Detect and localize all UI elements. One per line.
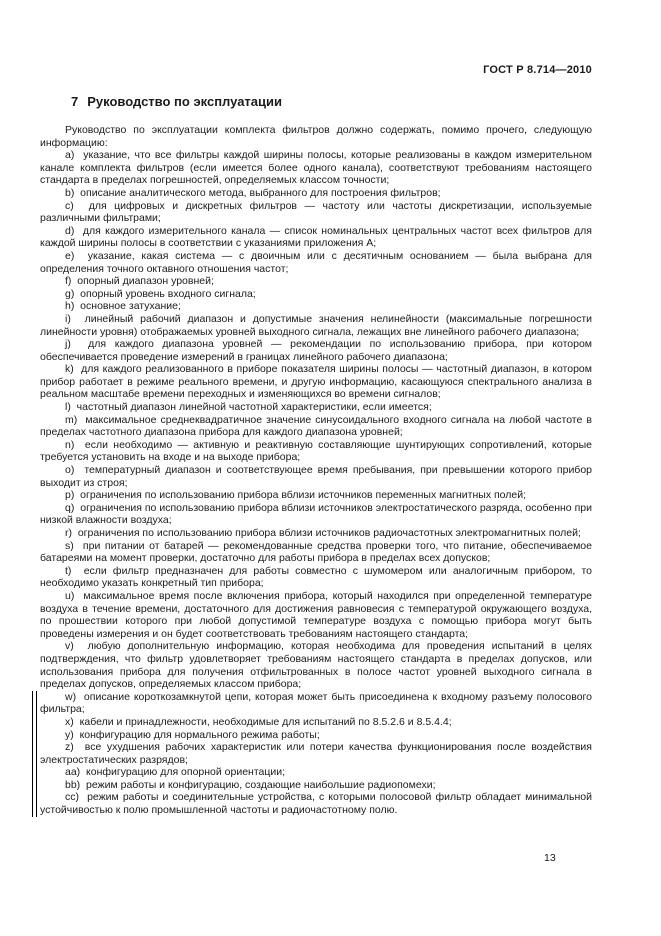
item-label: z) [65,741,74,754]
list-item-h [40,300,592,313]
list-item-e [40,250,592,275]
item-text: при питании от батарей — рекомендованные средства проверки того, что питание, обеспечиваемое батареями на момент проверки, достаточно для работы прибора в пределах всех допусков; [40,539,592,565]
list-item-f [40,275,592,288]
section-heading [40,94,592,109]
item-label: w) [65,690,77,703]
item-text: режим работы и соединительные устройства, с которыми полосовой фильтр обладает минимальной устойчивостью к полю промышленной частоты и радиочастотному полю. [40,791,592,817]
item-text: линейный рабочий диапазон и допустимые значения нелинейности (максимальные погрешности линейности уровня) отображаемых уровней выходного сигнала, лежащих вне линейного рабочего диапазона; [40,312,592,338]
item-text: опорный диапазон уровней; [71,275,214,288]
list-item-z [40,741,592,766]
list-item-g [40,288,592,301]
page-number: 13 [544,852,556,864]
list-item-t [40,565,592,590]
item-label: g) [65,287,75,300]
list-item-k [40,363,592,401]
list-item-j [40,338,592,363]
item-text: указание, какая система — с двоичным или с десятичным основанием — была выбрана для определения точного октавного отношения частот; [40,249,592,275]
list-item-a [40,149,592,187]
list-item-u [40,590,592,640]
list-item-b [40,187,592,200]
item-label: f) [65,275,72,288]
item-text: если фильтр предназначен для работы совместно с шумомером или аналогичным прибором, то необходимо указать конкретный тип прибора; [40,564,592,590]
list-item-n [40,439,592,464]
item-text: опорный уровень входного сигнала; [74,287,256,300]
item-label: aa) [65,766,81,779]
list-item-o [40,464,592,489]
item-text: для каждого измерительного канала — список номинальных центральных частот всех фильтров для каждой ширины полосы в соответствии с указаниями приложения А; [40,224,592,250]
list-item-q [40,502,592,527]
item-text: кабели и принадлежности, необходимые для испытаний по 8.5.2.6 и 8.5.4.4; [73,715,452,728]
item-text: основное затухание; [74,300,181,313]
item-label: e) [65,249,75,262]
running-header-standard-code: ГОСТ Р 8.714—2010 [483,64,592,76]
item-label: l) [65,401,71,414]
item-label: bb) [65,778,81,791]
list-item-bb [40,779,592,792]
item-label: y) [65,728,74,741]
list-item-s [40,540,592,565]
item-label: b) [65,186,75,199]
item-label: cc) [65,791,79,804]
item-label: s) [65,539,74,552]
item-label: o) [65,464,75,477]
item-text: все ухудшения рабочих характеристик или потери качества функционирования после воздействия электростатических разрядов; [40,741,592,766]
section-title: Руководство по эксплуатации [87,94,282,109]
list-item-p [40,489,592,502]
item-label: a) [65,149,75,162]
item-text: для каждого реализованного в приборе показателя ширины полосы — частотный диапазон, в котором прибор работает в режиме реального времени, и другую информацию, касающуюся спектрального анализа в реальном масштабе времени переходных и изменяющихся во времени сигналов; [40,363,592,401]
list-item-c [40,200,592,225]
item-text: описание короткозамкнутой цепи, которая может быть присоединена к входному разъему полосового фильтра; [40,690,592,716]
item-text: конфигурацию для опорной ориентации; [80,766,286,779]
list-item-cc [40,791,592,816]
page-content [40,64,592,817]
item-label: t) [65,564,72,577]
items-list [40,149,592,816]
list-item-aa [40,766,592,779]
item-text: конфигурацию для нормального режима работы; [73,728,320,741]
item-text: ограничения по использованию прибора вблизи источников электростатического разряда, особенно при низкой влажности воздуха; [40,501,592,527]
item-text: для каждого диапазона уровней — рекомендации по использованию прибора, при котором обеспечивается проведение измерений в границах линейного рабочего диапазона; [40,338,592,363]
list-item-v [40,640,592,690]
list-item-i [40,313,592,338]
item-text: режим работы и конфигурацию, создающие наибольшие радиопомехи; [80,778,436,791]
list-item-w [40,691,592,716]
list-item-r [40,527,592,540]
item-label: d) [65,224,75,237]
item-text: для цифровых и дискретных фильтров — частоту или частоты дискретизации, используемые различными фильтрами; [40,199,592,225]
item-label: i) [65,312,71,325]
item-text: ограничения по использованию прибора вблизи источников переменных магнитных полей; [74,489,527,502]
item-label: q) [65,501,75,514]
item-label: u) [65,589,75,602]
list-item-l [40,401,592,414]
item-label: m) [65,413,78,426]
item-label: p) [65,489,75,502]
item-text: максимальное среднеквадратичное значение синусоидального входного сигнала на любой частоте в пределах частотного диапазона прибора для каждого диапазона уровней; [40,413,592,439]
item-label: x) [65,715,74,728]
item-text: ограничения по использованию прибора вблизи источников радиочастотных электромагнитных полей; [72,527,581,539]
item-label: j) [65,338,71,351]
item-label: k) [65,363,74,376]
list-item-d [40,225,592,250]
item-text: любую дополнительную информацию, которая необходима для проведения испытаний в целях подтверждения, что фильтр удовлетворяет требованиям настоящего стандарта в пределах допусков, или использования прибора для получения отфильтрованных в полосе частот уровней выходного сигнала в пределах допусков, определяемых классом прибора; [40,640,592,691]
section-number: 7 [71,94,79,109]
item-text: температурный диапазон и соответствующее время пребывания, при превышении которого прибор выходит из строя; [40,464,592,489]
item-label: h) [65,300,75,313]
item-label: r) [65,527,72,539]
list-item-x [40,716,592,729]
list-item-m [40,414,592,439]
item-label: n) [65,438,75,451]
intro-paragraph: Руководство по эксплуатации комплекта фильтров должно содержать, помимо прочего, следующую информацию: [40,124,592,149]
item-text: максимальное время после включения прибора, который находился при определенной температуре воздуха в течение времени, достаточного для достижения равновесия с температурой окружающего воздуха, по прошествии которого при любой допустимой температуре воздуха с помощью прибора могут быть проведены измерения и он будет соответствовать требованиям настоящего стандарта; [40,589,592,640]
list-item-y [40,729,592,742]
item-text: частотный диапазон линейной частотной характеристики, если имеется; [70,401,432,414]
item-text: описание аналитического метода, выбранного для построения фильтров; [74,186,441,199]
item-label: v) [65,640,74,653]
item-label: c) [65,199,74,212]
item-text: указание, что все фильтры каждой ширины полосы, которые реализованы в каждом измерительном канале комплекта фильтров (если имеется более одного канала), соответствуют требованиям настоящего стандарта в пределах погрешностей, определяемых классом точности; [40,149,592,187]
item-text: если необходимо — активную и реактивную составляющие шунтирующих сопротивлений, которые требуется установить на входе и на выходе прибора; [40,438,592,464]
